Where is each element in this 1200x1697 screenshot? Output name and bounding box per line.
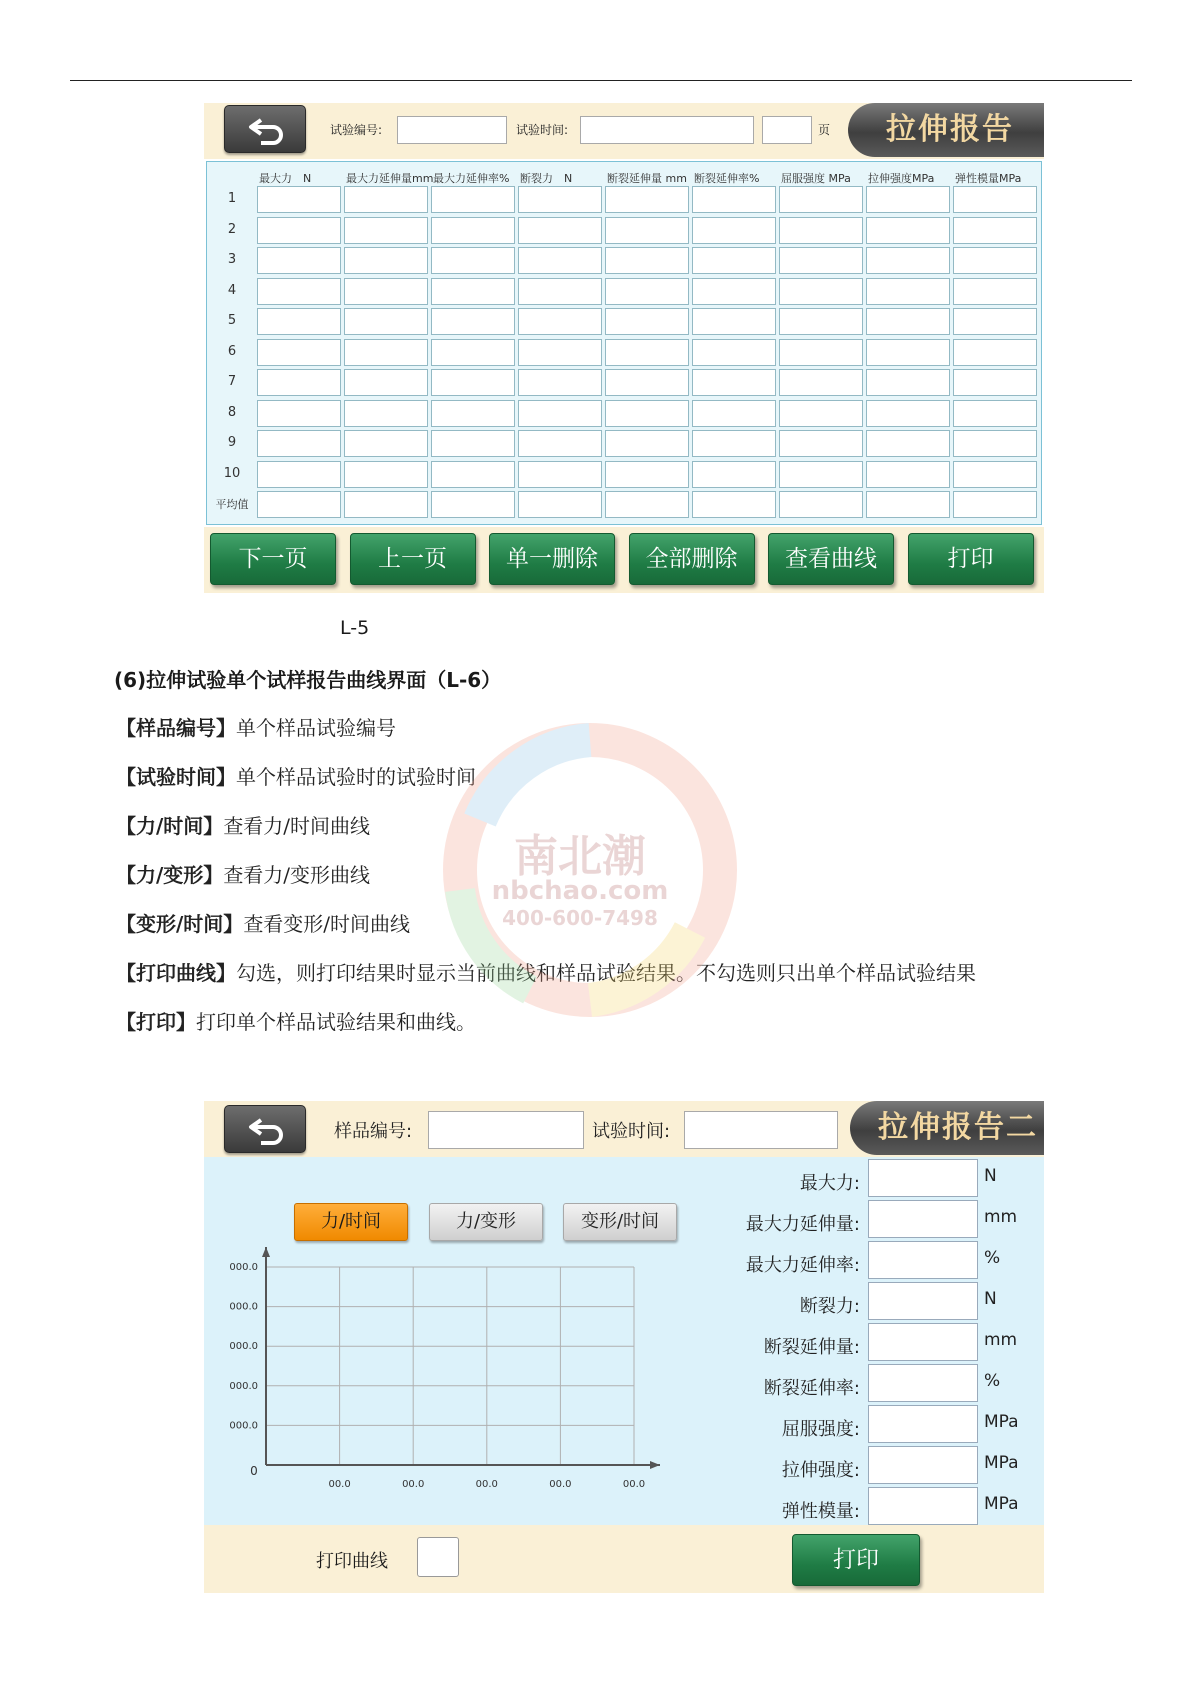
table-cell[interactable] [866, 339, 950, 366]
table-cell[interactable] [866, 491, 950, 518]
sample-no-label: 样品编号: [334, 1121, 413, 1142]
report-header [204, 103, 1044, 159]
column-header: 拉伸强度MPa [868, 172, 935, 185]
table-cell[interactable] [953, 308, 1037, 335]
table-cell[interactable] [518, 278, 602, 305]
table-cell[interactable] [257, 491, 341, 518]
table-cell[interactable] [692, 217, 776, 244]
y-tick-label: 000.0 [229, 1380, 258, 1392]
table-cell[interactable] [431, 186, 515, 213]
row-label: 4 [227, 282, 237, 298]
page-suffix: 页 [818, 123, 831, 137]
report2-header [204, 1101, 1044, 1157]
table-cell[interactable] [431, 400, 515, 427]
table-cell[interactable] [866, 369, 950, 396]
table-cell[interactable] [518, 400, 602, 427]
result-label: 最大力延伸率: [745, 1255, 860, 1276]
table-cell[interactable] [344, 491, 428, 518]
table-cell[interactable] [605, 400, 689, 427]
table-cell[interactable] [518, 217, 602, 244]
table-cell[interactable] [257, 400, 341, 427]
result-unit: MPa [984, 1412, 1019, 1432]
term-key: 【样品编号】 [116, 716, 236, 740]
table-cell[interactable] [953, 186, 1037, 213]
column-header: 最大力延伸量mm [346, 172, 434, 185]
y-axis-arrow-icon [262, 1247, 270, 1257]
table-cell[interactable] [866, 308, 950, 335]
next-page-button[interactable]: 下一页 [210, 533, 336, 585]
table-cell[interactable] [431, 369, 515, 396]
table-cell[interactable] [518, 491, 602, 518]
result-unit: % [984, 1371, 1001, 1391]
back-button-2[interactable] [224, 1105, 306, 1153]
table-cell[interactable] [866, 186, 950, 213]
test-time-input[interactable] [580, 116, 754, 144]
x-tick-label: 00.0 [622, 1479, 646, 1490]
table-cell[interactable] [605, 186, 689, 213]
result-unit: % [984, 1248, 1001, 1268]
top-rule [70, 80, 1132, 81]
origin-label: 0 [250, 1464, 258, 1478]
row-label: 5 [227, 313, 237, 328]
x-tick-label: 00.0 [549, 1479, 572, 1490]
table-cell[interactable] [953, 278, 1037, 305]
table-cell[interactable] [779, 247, 863, 274]
result-field[interactable] [868, 1282, 978, 1320]
table-cell[interactable] [953, 339, 1037, 366]
table-cell[interactable] [692, 308, 776, 335]
table-cell[interactable] [605, 369, 689, 396]
result-field[interactable] [868, 1487, 978, 1525]
table-cell[interactable] [779, 217, 863, 244]
table-cell[interactable] [257, 461, 341, 488]
test-no-label: 试验编号: [330, 123, 383, 137]
column-header: 断裂延伸量 mm [607, 172, 687, 185]
print-curve-label: 打印曲线 [316, 1551, 388, 1572]
table-cell[interactable] [431, 339, 515, 366]
x-tick-label: 00.0 [475, 1479, 498, 1490]
table-cell[interactable] [692, 461, 776, 488]
table-cell[interactable] [344, 217, 428, 244]
table-cell[interactable] [344, 369, 428, 396]
table-cell[interactable] [431, 491, 515, 518]
row-label: 8 [227, 404, 237, 420]
table-cell[interactable] [866, 278, 950, 305]
table-cell[interactable] [257, 369, 341, 396]
table-cell[interactable] [257, 430, 341, 457]
description-line [116, 810, 370, 839]
table-cell[interactable] [779, 461, 863, 488]
table-cell[interactable] [605, 339, 689, 366]
report-table-panel [204, 103, 1044, 593]
result-field[interactable] [868, 1241, 978, 1279]
table-cell[interactable] [779, 400, 863, 427]
column-header: 断裂延伸率% [694, 172, 760, 185]
column-header: 断裂力 N [520, 172, 573, 185]
report2-title: 拉伸报告二 [850, 1101, 1044, 1155]
table-cell[interactable] [953, 461, 1037, 488]
row-label: 9 [227, 435, 237, 450]
table-cell[interactable] [866, 217, 950, 244]
print-curve-checkbox[interactable] [417, 1537, 459, 1577]
table-cell[interactable] [257, 278, 341, 305]
result-field[interactable] [868, 1364, 978, 1402]
column-header: 弹性模量MPa [955, 172, 1022, 185]
table-cell[interactable] [344, 430, 428, 457]
table-cell[interactable] [257, 186, 341, 213]
description-line [116, 957, 976, 986]
row-label: 3 [227, 252, 237, 267]
table-cell[interactable] [518, 369, 602, 396]
term-desc: 查看力/时间曲线 [223, 814, 371, 838]
result-label: 最大力: [799, 1173, 860, 1194]
x-tick-label: 00.0 [328, 1479, 351, 1490]
curve-body [204, 1157, 1044, 1525]
table-cell[interactable] [953, 217, 1037, 244]
row-label: 1 [227, 191, 237, 206]
delete-all-button[interactable]: 全部删除 [629, 533, 755, 585]
figure-caption: L-5 [340, 617, 370, 639]
back-arrow-icon [247, 115, 287, 145]
table-cell[interactable] [866, 430, 950, 457]
test-no-input[interactable] [397, 116, 507, 144]
result-unit: N [984, 1289, 997, 1309]
test-time-label-2: 试验时间: [592, 1121, 671, 1142]
description-line [116, 859, 370, 888]
table-cell[interactable] [692, 400, 776, 427]
table-cell[interactable] [257, 217, 341, 244]
table-cell[interactable] [953, 247, 1037, 274]
section-title: (6)拉伸试验单个试样报告曲线界面（L-6） [114, 668, 502, 692]
table-cell[interactable] [344, 278, 428, 305]
table-cell[interactable] [518, 339, 602, 366]
print-button[interactable]: 打印 [908, 533, 1034, 585]
watermark-phone: 400-600-7498 [502, 906, 658, 930]
table-cell[interactable] [344, 247, 428, 274]
table-cell[interactable] [518, 308, 602, 335]
table-cell[interactable] [518, 247, 602, 274]
table-cell[interactable] [257, 339, 341, 366]
result-unit: mm [984, 1207, 1018, 1227]
table-cell[interactable] [779, 369, 863, 396]
result-unit: MPa [984, 1494, 1019, 1514]
term-key: 【变形/时间】 [116, 912, 244, 936]
y-tick-label: 000.0 [229, 1420, 258, 1432]
table-cell[interactable] [953, 491, 1037, 518]
table-cell[interactable] [692, 491, 776, 518]
report-curve-panel [204, 1101, 1044, 1593]
term-desc: 查看力/变形曲线 [223, 863, 371, 887]
table-cell[interactable] [779, 186, 863, 213]
result-label: 最大力延伸量: [745, 1214, 860, 1235]
table-cell[interactable] [605, 491, 689, 518]
back-button[interactable] [224, 105, 306, 153]
term-desc: 查看变形/时间曲线 [243, 912, 411, 936]
tab-deformation-time[interactable]: 变形/时间 [563, 1203, 677, 1241]
result-label: 断裂力: [799, 1296, 860, 1317]
table-cell[interactable] [605, 430, 689, 457]
table-cell[interactable] [866, 400, 950, 427]
description-line [116, 761, 476, 790]
view-curve-button[interactable]: 查看曲线 [768, 533, 894, 585]
table-cell[interactable] [257, 247, 341, 274]
result-field[interactable] [868, 1323, 978, 1361]
table-cell[interactable] [344, 461, 428, 488]
table-cell[interactable] [779, 430, 863, 457]
table-cell[interactable] [779, 308, 863, 335]
result-unit: N [984, 1166, 997, 1186]
result-label: 拉伸强度: [781, 1460, 860, 1481]
table-cell[interactable] [779, 278, 863, 305]
result-field[interactable] [868, 1446, 978, 1484]
term-key: 【打印曲线】 [116, 961, 236, 985]
curve-chart [224, 1247, 684, 1517]
table-cell[interactable] [257, 308, 341, 335]
table-cell[interactable] [431, 461, 515, 488]
term-desc: 打印单个样品试验结果和曲线。 [196, 1010, 476, 1034]
column-header: 最大力延伸率% [433, 172, 510, 185]
action-button-bar [204, 527, 1044, 593]
table-cell[interactable] [518, 461, 602, 488]
watermark-brand: 南北潮 [514, 831, 646, 882]
result-label: 弹性模量: [781, 1501, 860, 1522]
column-header: 最大力 N [259, 172, 312, 185]
table-cell[interactable] [605, 278, 689, 305]
watermark-site: nbchao.com [491, 876, 669, 906]
table-cell[interactable] [692, 369, 776, 396]
table-cell[interactable] [605, 308, 689, 335]
results-table [206, 161, 1042, 525]
table-cell[interactable] [692, 339, 776, 366]
row-label: 10 [223, 465, 241, 481]
table-cell[interactable] [431, 217, 515, 244]
term-key: 【试验时间】 [116, 765, 236, 789]
x-tick-label: 00.0 [402, 1479, 425, 1490]
plot-area [266, 1267, 634, 1465]
table-cell[interactable] [692, 278, 776, 305]
column-header: 屈服强度 MPa [781, 172, 851, 185]
report-title: 拉伸报告 [848, 103, 1044, 157]
table-cell[interactable] [344, 400, 428, 427]
table-cell[interactable] [344, 186, 428, 213]
table-cell[interactable] [605, 247, 689, 274]
table-cell[interactable] [953, 430, 1037, 457]
result-label: 断裂延伸量: [763, 1337, 860, 1358]
tab-force-time[interactable]: 力/时间 [294, 1203, 408, 1241]
tab-force-deformation[interactable]: 力/变形 [429, 1203, 543, 1241]
table-cell[interactable] [518, 186, 602, 213]
curve-footer [204, 1525, 1044, 1593]
term-key: 【力/变形】 [116, 863, 224, 887]
result-unit: MPa [984, 1453, 1019, 1473]
table-cell[interactable] [518, 430, 602, 457]
table-cell[interactable] [866, 247, 950, 274]
term-key: 【力/时间】 [116, 814, 224, 838]
table-cell[interactable] [692, 247, 776, 274]
term-desc: 单个样品试验时的试验时间 [236, 765, 476, 789]
back-arrow-icon [247, 1115, 287, 1145]
y-tick-label: 000.0 [229, 1262, 258, 1273]
table-cell[interactable] [431, 308, 515, 335]
result-label: 屈服强度: [781, 1419, 860, 1440]
y-tick-label: 000.0 [229, 1341, 258, 1353]
result-unit: mm [984, 1330, 1018, 1350]
term-desc: 单个样品试验编号 [236, 716, 396, 740]
table-cell[interactable] [605, 461, 689, 488]
sample-no-input[interactable] [428, 1111, 584, 1149]
table-cell[interactable] [953, 369, 1037, 396]
table-cell[interactable] [431, 430, 515, 457]
test-time-input-2[interactable] [684, 1111, 838, 1149]
table-cell[interactable] [779, 491, 863, 518]
term-desc: 勾选，则打印结果时显示当前曲线和样品试验结果。不勾选则只出单个样品试验结果 [236, 961, 976, 985]
table-cell[interactable] [605, 217, 689, 244]
table-cell[interactable] [344, 308, 428, 335]
table-cell[interactable] [953, 400, 1037, 427]
result-field[interactable] [868, 1405, 978, 1443]
row-label: 7 [227, 374, 237, 389]
result-label: 断裂延伸率: [763, 1378, 860, 1399]
row-label: 平均值 [215, 498, 249, 511]
row-label: 2 [227, 221, 237, 237]
x-axis-arrow-icon [650, 1461, 660, 1469]
y-tick-label: 000.0 [229, 1301, 258, 1313]
description-line [116, 712, 396, 741]
test-time-label: 试验时间: [516, 123, 569, 137]
result-field[interactable] [868, 1200, 978, 1238]
print-button-2[interactable]: 打印 [792, 1534, 920, 1586]
prev-page-button[interactable]: 上一页 [350, 533, 476, 585]
table-cell[interactable] [779, 339, 863, 366]
table-cell[interactable] [692, 186, 776, 213]
page-input[interactable] [762, 116, 812, 144]
delete-one-button[interactable]: 单一删除 [489, 533, 615, 585]
result-field[interactable] [868, 1159, 978, 1197]
table-cell[interactable] [431, 278, 515, 305]
description-line [116, 1006, 476, 1035]
table-cell[interactable] [692, 430, 776, 457]
table-cell[interactable] [866, 461, 950, 488]
table-cell[interactable] [344, 339, 428, 366]
description-line [116, 908, 410, 937]
table-cell[interactable] [431, 247, 515, 274]
row-label: 6 [227, 343, 237, 359]
term-key: 【打印】 [116, 1010, 196, 1034]
